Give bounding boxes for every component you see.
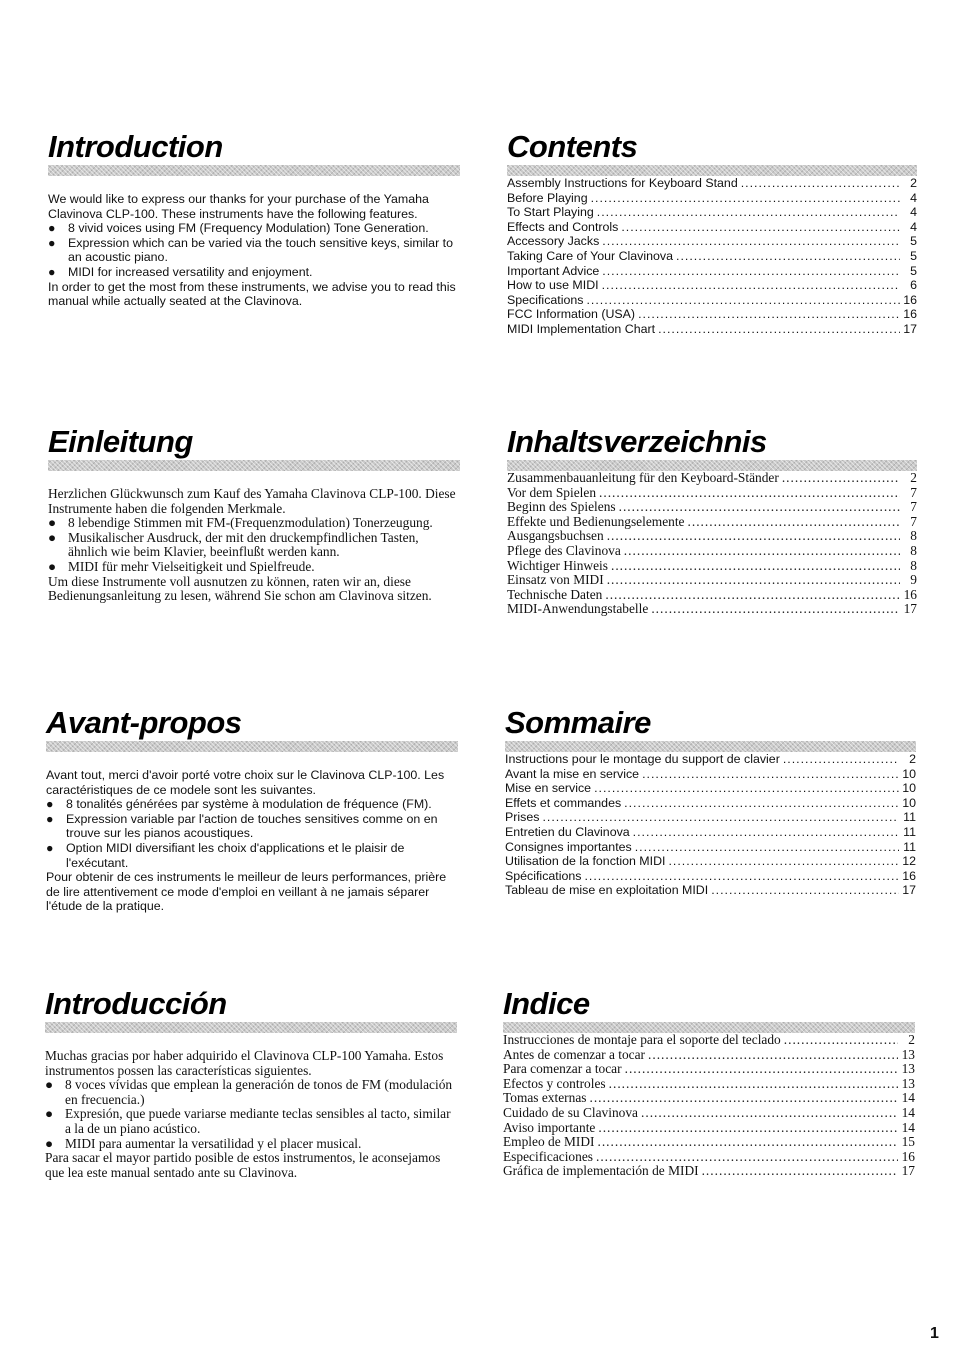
toc-entry [507, 544, 917, 559]
intro-de-title-bar [48, 460, 460, 471]
intro-de-para2: Um diese Instrumente voll ausnutzen zu können, raten wir an, diese Bedienungsanleitung zu lesen, während Sie schon am Clavinova sitzen. [48, 573, 432, 604]
intro-fr-para1: Avant tout, merci d'avoir porté votre choix sur le Clavinova CLP-100. Les caractéristiques de ce modele sont les suivantes. [46, 768, 445, 797]
intro-en-title-bar [48, 165, 460, 176]
intro-de-bullet: ● MIDI für mehr Vielseitigkeit und Spielfreude. [48, 560, 460, 575]
intro-fr-bullet: ● Option MIDI diversifiant les choix d'applications et le plaisir de l'exécutant. [46, 841, 458, 870]
toc-entry-label: Empleo de MIDI [503, 1134, 595, 1150]
toc-entry-label: Technische Daten [507, 586, 603, 602]
intro-en-body [48, 192, 460, 309]
toc-entry-label: Antes de comenzar a tocar [503, 1046, 646, 1062]
toc-dot-leader [619, 500, 900, 515]
intro-en-bullet-text: 8 vivid voices using FM (Frequency Modulation) Tone Generation. [68, 221, 429, 236]
toc-dot-leader [607, 573, 900, 588]
toc-dot-leader [597, 205, 900, 220]
toc-dot-leader [741, 176, 900, 191]
toc-entry [503, 1091, 915, 1106]
toc-entry [507, 234, 917, 249]
intro-es-para1: Muchas gracias por haber adquirido el Clavinova CLP-100 Yamaha. Estos instrumentos possen las características siguientes. [45, 1048, 444, 1078]
toc-dot-leader [676, 249, 900, 264]
intro-en-bullet-text: Expression which can be varied via the touch sensitive keys, similar to an acoustic piano. [68, 235, 453, 265]
toc-entry [505, 825, 916, 840]
intro-fr-bullet-text: Option MIDI diversifiant les choix d'applications et le plaisir de l'exécutant. [66, 840, 405, 870]
toc-entry [507, 249, 917, 264]
toc-de-list [507, 471, 917, 617]
toc-entry-label: Avant la mise en service [505, 766, 640, 781]
toc-entry-page: 15 [901, 1134, 915, 1150]
toc-dot-leader [635, 840, 899, 855]
toc-entry-page: 17 [902, 883, 916, 898]
toc-entry [507, 515, 917, 530]
toc-entry-page: 13 [901, 1075, 915, 1091]
toc-dot-leader [702, 1164, 898, 1179]
toc-entry-label: Para comenzar a tocar [503, 1061, 622, 1077]
toc-entry-label: Effets et commandes [505, 795, 622, 810]
intro-es-bullet: ● Expresión, que puede variarse mediante teclas sensibles al tacto, similar a la de un piano acústico. [45, 1107, 457, 1136]
toc-entry-label: Pflege des Clavinova [507, 542, 621, 558]
toc-entry-page: 4 [910, 205, 917, 220]
intro-fr-title: Avant-propos [46, 705, 242, 740]
intro-fr-bullet-text: 8 tonalités générées par système à modulation de fréquence (FM). [66, 797, 432, 812]
intro-es-body [45, 1049, 457, 1180]
toc-entry-page: 2 [910, 176, 917, 190]
toc-fr-section [505, 707, 916, 898]
toc-en-list [507, 176, 917, 337]
toc-entry [503, 1164, 915, 1179]
toc-entry-page: 7 [910, 484, 917, 500]
intro-fr-bullet: ● 8 tonalités générées par système à modulation de fréquence (FM). [46, 797, 458, 812]
toc-entry-label: Effects and Controls [507, 219, 619, 234]
toc-entry-page: 4 [910, 190, 917, 205]
toc-entry-label: Specifications [507, 292, 584, 307]
intro-en-bullet: ● 8 vivid voices using FM (Frequency Modulation) Tone Generation. [48, 221, 460, 236]
toc-dot-leader [783, 752, 899, 767]
intro-es-bullet-text: Expresión, que puede variarse mediante teclas sensibles al tacto, similar a la de un piano acústico. [65, 1106, 451, 1136]
intro-en-bullet: ● MIDI for increased versatility and enjoyment. [48, 265, 460, 280]
toc-entry-label: Effekte und Bedienungselemente [507, 513, 685, 529]
toc-entry [507, 602, 917, 617]
toc-dot-leader [621, 220, 900, 235]
intro-de-para1: Herzlichen Glückwunsch zum Kauf des Yamaha Clavinova CLP-100. Diese Instrumente haben die folgenden Merkmale. [48, 486, 456, 516]
toc-entry-label: Important Advice [507, 263, 600, 278]
toc-entry-label: Wichtiger Hinweis [507, 557, 608, 573]
intro-en-title: Introduction [48, 129, 223, 164]
toc-entry-label: Instrucciones de montaje para el soporte del teclado [503, 1032, 781, 1047]
toc-dot-leader [625, 1062, 898, 1077]
toc-de-section [507, 426, 917, 617]
toc-entry-label: Spécifications [505, 868, 582, 883]
toc-entry-page: 8 [910, 557, 917, 573]
toc-entry-label: Zusammenbauanleitung für den Keyboard-Ständer [507, 470, 779, 485]
toc-entry [507, 293, 917, 308]
toc-entry-page: 8 [910, 542, 917, 558]
toc-entry-label: Instructions pour le montage du support de clavier [505, 752, 780, 766]
toc-entry [507, 220, 917, 235]
toc-dot-leader [586, 293, 900, 308]
toc-entry-label: Gráfica de implementación de MIDI [503, 1163, 699, 1179]
toc-dot-leader [651, 602, 900, 617]
toc-entry [507, 573, 917, 588]
intro-de-bullet-text: 8 lebendige Stimmen mit FM-(Frequenzmodulation) Tonerzeugung. [68, 515, 433, 531]
toc-entry [507, 529, 917, 544]
toc-entry-label: To Start Playing [507, 205, 594, 220]
toc-entry-label: Efectos y controles [503, 1075, 606, 1091]
toc-entry-page: 8 [910, 528, 917, 544]
toc-entry-page: 11 [903, 839, 916, 854]
toc-entry-page: 5 [910, 234, 917, 249]
toc-entry-label: How to use MIDI [507, 278, 599, 293]
toc-entry [507, 205, 917, 220]
intro-es-section [45, 988, 457, 1180]
toc-entry-page: 5 [910, 263, 917, 278]
toc-entry-page: 4 [910, 219, 917, 234]
toc-entry-page: 10 [902, 795, 916, 810]
intro-de-title: Einleitung [48, 424, 193, 459]
intro-es-title: Introducción [45, 986, 227, 1021]
intro-es-para2: Para sacar el mayor partido posible de estos instrumentos, le aconsejamos que lea este manual sentado ante su Clavinova. [45, 1150, 441, 1180]
toc-entry [503, 1106, 915, 1121]
toc-entry-page: 7 [910, 513, 917, 529]
toc-entry [507, 278, 917, 293]
intro-es-bullet-text: 8 voces vívidas que emplean la generación de tonos de FM (modulación en frecuencia.) [65, 1077, 453, 1107]
intro-de-bullet-text: MIDI für mehr Vielseitigkeit und Spielfreude. [68, 558, 315, 574]
toc-entry [503, 1150, 915, 1165]
toc-entry-page: 16 [903, 586, 917, 602]
intro-fr-section [46, 707, 458, 914]
toc-entry [507, 486, 917, 501]
toc-en-title: Contents [507, 129, 638, 164]
toc-entry [507, 307, 917, 322]
toc-entry [507, 588, 917, 603]
intro-es-bullet: ● MIDI para aumentar la versatilidad y el placer musical. [45, 1137, 457, 1152]
intro-de-bullet: ● 8 lebendige Stimmen mit FM-(Frequenzmodulation) Tonerzeugung. [48, 516, 460, 531]
toc-dot-leader [594, 781, 899, 796]
toc-entry-page: 11 [903, 824, 916, 839]
toc-dot-leader [658, 322, 900, 337]
toc-entry [505, 854, 916, 869]
toc-dot-leader [584, 869, 899, 884]
toc-entry [505, 869, 916, 884]
toc-entry-page: 9 [910, 572, 917, 588]
toc-entry-page: 16 [902, 868, 916, 883]
toc-entry-page: 14 [901, 1090, 915, 1106]
intro-en-section [48, 131, 460, 309]
toc-entry-label: Einsatz von MIDI [507, 572, 604, 588]
toc-dot-leader [624, 544, 900, 559]
toc-entry-page: 16 [901, 1148, 915, 1164]
toc-dot-leader [605, 588, 900, 603]
toc-entry [505, 883, 916, 898]
toc-dot-leader [641, 1106, 898, 1121]
toc-entry-label: Entretien du Clavinova [505, 824, 630, 839]
toc-entry-label: Consignes importantes [505, 839, 632, 854]
intro-en-para1: We would like to express our thanks for your purchase of the Yamaha Clavinova CLP-100. These instruments have the following features. [48, 192, 429, 221]
toc-entry-page: 12 [902, 854, 916, 869]
toc-dot-leader [609, 1077, 898, 1092]
toc-dot-leader [602, 264, 900, 279]
toc-dot-leader [648, 1048, 898, 1063]
toc-dot-leader [607, 529, 900, 544]
toc-es-title: Indice [503, 986, 590, 1021]
toc-entry [505, 752, 916, 767]
toc-dot-leader [599, 486, 900, 501]
toc-entry-page: 17 [903, 321, 917, 336]
toc-entry-label: Mise en service [505, 781, 592, 796]
toc-fr-list [505, 752, 916, 898]
toc-entry-label: Tomas externas [503, 1090, 587, 1106]
toc-entry [505, 810, 916, 825]
toc-entry-label: Especificaciones [503, 1148, 593, 1164]
toc-dot-leader [596, 1150, 898, 1165]
toc-entry-page: 7 [910, 499, 917, 515]
toc-entry-page: 17 [903, 601, 917, 617]
toc-entry [503, 1062, 915, 1077]
toc-entry-label: Assembly Instructions for Keyboard Stand [507, 176, 738, 190]
toc-dot-leader [668, 854, 899, 869]
toc-de-title: Inhaltsverzeichnis [507, 424, 767, 459]
toc-entry-page: 14 [901, 1104, 915, 1120]
toc-dot-leader [688, 515, 901, 530]
toc-entry [503, 1048, 915, 1063]
toc-entry-label: Beginn des Spielens [507, 499, 616, 515]
toc-entry-page: 10 [902, 781, 916, 796]
toc-entry-page: 2 [910, 470, 917, 485]
intro-es-bullet-text: MIDI para aumentar la versatilidad y el placer musical. [65, 1135, 362, 1151]
toc-entry-page: 16 [903, 307, 917, 322]
toc-entry-label: Prises [505, 810, 540, 825]
toc-entry-page: 14 [901, 1119, 915, 1135]
toc-entry [507, 322, 917, 337]
toc-dot-leader [611, 559, 900, 574]
toc-entry [507, 471, 917, 486]
toc-entry [503, 1135, 915, 1150]
intro-en-para2: In order to get the most from these instruments, we advise you to read this manual while actually seated at the Clavinova. [48, 279, 456, 309]
toc-entry [503, 1121, 915, 1136]
toc-entry-page: 2 [908, 1032, 915, 1047]
toc-entry-label: MIDI-Anwendungstabelle [507, 601, 649, 617]
toc-entry-page: 10 [902, 766, 916, 781]
toc-entry [505, 781, 916, 796]
toc-entry-label: Utilisation de la fonction MIDI [505, 854, 666, 869]
toc-dot-leader [602, 234, 900, 249]
toc-entry [507, 264, 917, 279]
intro-fr-title-bar [46, 741, 458, 752]
toc-dot-leader [782, 471, 900, 486]
toc-es-list [503, 1033, 915, 1179]
toc-fr-title: Sommaire [505, 705, 651, 740]
intro-fr-body [46, 768, 458, 914]
intro-fr-bullet-text: Expression variable par l'action de touches sensitives comme on en trouve sur les pianos acoustiques. [66, 811, 438, 841]
toc-entry-label: Before Playing [507, 190, 588, 205]
toc-entry-label: Cuidado de su Clavinova [503, 1104, 639, 1120]
intro-de-bullet: ● Musikalischer Ausdruck, der mit den druckempfindlichen Tasten, ähnlich wie beim Klavier, beeinflußt werden kann. [48, 531, 460, 560]
page-number: 1 [930, 1325, 939, 1342]
toc-entry-label: Taking Care of Your Clavinova [507, 248, 673, 263]
intro-es-bullet: ● 8 voces vívidas que emplean la generación de tonos de FM (modulación en frecuencia.) [45, 1078, 457, 1107]
toc-dot-leader [602, 278, 900, 293]
toc-entry-page: 13 [901, 1061, 915, 1077]
toc-entry-page: 13 [901, 1046, 915, 1062]
toc-en-section [507, 131, 917, 337]
toc-entry-label: Vor dem Spielen [507, 484, 597, 500]
toc-entry-page: 6 [910, 278, 917, 293]
toc-entry-label: FCC Information (USA) [507, 307, 636, 322]
toc-entry [503, 1033, 915, 1048]
toc-entry-page: 17 [901, 1163, 915, 1179]
toc-entry-page: 5 [910, 248, 917, 263]
toc-entry-page: 16 [903, 292, 917, 307]
toc-entry-label: MIDI Implementation Chart [507, 321, 656, 336]
toc-entry-label: Accessory Jacks [507, 234, 600, 249]
toc-entry [507, 176, 917, 191]
toc-entry [507, 559, 917, 574]
toc-entry [505, 767, 916, 782]
toc-entry [507, 500, 917, 515]
intro-fr-para2: Pour obtenir de ces instruments le meilleur de leurs performances, prière de lire attentivement ce mode d'emploi en veillant à ne jamais séparer l'étude de la pratique. [46, 870, 447, 914]
toc-fr-title-bar [505, 741, 916, 752]
toc-dot-leader [624, 796, 899, 811]
toc-dot-leader [633, 825, 899, 840]
intro-de-bullet-text: Musikalischer Ausdruck, der mit den druckempfindlichen Tasten, ähnlich wie beim Klavier, beeinflußt werden kann. [68, 529, 419, 560]
toc-dot-leader [638, 307, 900, 322]
toc-dot-leader [598, 1121, 898, 1136]
toc-dot-leader [542, 810, 899, 825]
toc-entry-page: 11 [903, 810, 916, 825]
toc-entry-label: Aviso importante [503, 1119, 596, 1135]
toc-entry-page: 2 [909, 752, 916, 766]
toc-dot-leader [591, 191, 900, 206]
intro-de-body [48, 487, 460, 604]
toc-entry [505, 796, 916, 811]
toc-en-title-bar [507, 165, 917, 176]
toc-entry-label: Ausgangsbuchsen [507, 528, 604, 544]
toc-dot-leader [597, 1135, 898, 1150]
toc-dot-leader [589, 1091, 898, 1106]
intro-fr-bullet: ● Expression variable par l'action de touches sensitives comme on en trouve sur les pianos acoustiques. [46, 812, 458, 841]
toc-dot-leader [711, 883, 899, 898]
intro-en-bullet: ● Expression which can be varied via the touch sensitive keys, similar to an acoustic piano. [48, 236, 460, 265]
toc-entry [507, 191, 917, 206]
toc-dot-leader [642, 767, 899, 782]
toc-dot-leader [784, 1033, 898, 1048]
toc-entry [505, 840, 916, 855]
toc-entry-label: Tableau de mise en exploitation MIDI [505, 883, 709, 898]
toc-entry [503, 1077, 915, 1092]
intro-de-section [48, 426, 460, 604]
intro-en-bullet-text: MIDI for increased versatility and enjoyment. [68, 264, 313, 279]
intro-es-title-bar [45, 1022, 457, 1033]
toc-es-section [503, 988, 915, 1179]
